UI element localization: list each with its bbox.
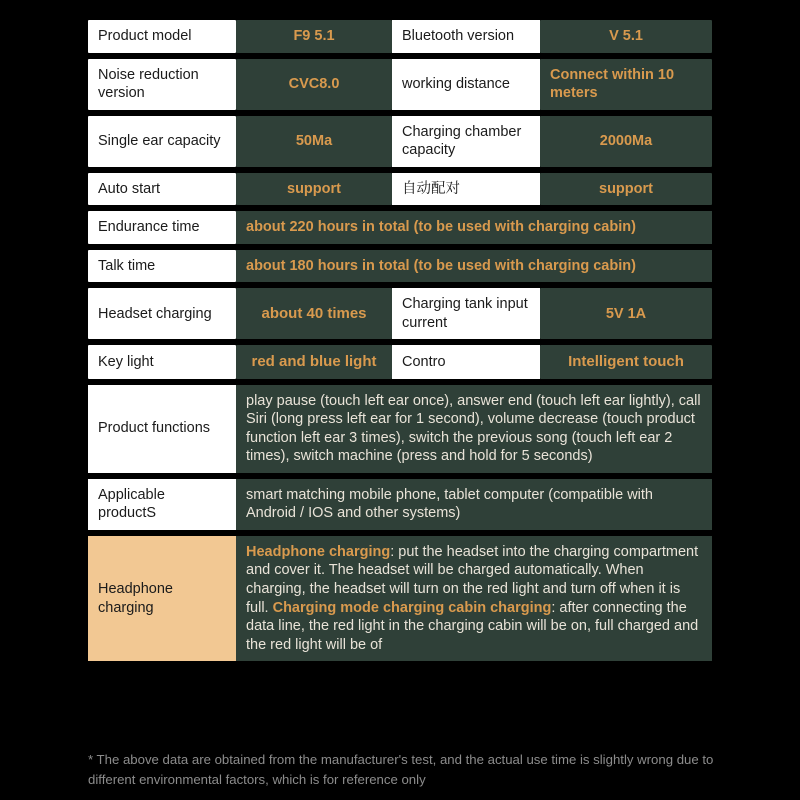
table-row: [88, 211, 712, 244]
spec-label: Charging chamber capacity: [392, 116, 540, 167]
spec-value: CVC8.0: [236, 59, 392, 110]
specification-table: [88, 14, 712, 667]
table-row-headphone-charging: [88, 536, 712, 661]
table-row: [88, 173, 712, 206]
spec-value: about 40 times: [236, 288, 392, 339]
headphone-charging-body-1: : put the headset into the charging compartment and cover it. The headset will be charged automatically. When charging, the headset will turn on the red light and turn off when it is full.: [246, 543, 699, 616]
spec-label: Contro: [392, 345, 540, 378]
headphone-charging-accent-1: Headphone charging: [246, 543, 391, 560]
spec-label: working distance: [392, 59, 540, 110]
spec-value: about 180 hours in total (to be used with charging cabin): [236, 250, 712, 283]
table-row-product-functions: [88, 385, 712, 473]
spec-label: Single ear capacity: [88, 116, 236, 167]
spec-value: V 5.1: [540, 20, 712, 53]
spec-value: red and blue light: [236, 345, 392, 378]
spec-label: Auto start: [88, 173, 236, 206]
spec-value: about 220 hours in total (to be used with charging cabin): [236, 211, 712, 244]
spec-value: Intelligent touch: [540, 345, 712, 378]
spec-label: Charging tank input current: [392, 288, 540, 339]
table-row-applicable-products: [88, 479, 712, 530]
spec-label: Key light: [88, 345, 236, 378]
spec-label: Talk time: [88, 250, 236, 283]
headphone-charging-label: Headphone charging: [88, 536, 236, 661]
spec-label: Endurance time: [88, 211, 236, 244]
table-row: [88, 288, 712, 339]
table-row: [88, 250, 712, 283]
product-functions-label: Product functions: [88, 385, 236, 473]
product-functions-text: play pause (touch left ear once), answer end (touch left ear lightly), call Siri (long press left ear for 1 second), volume decrease (touch product function left ear 3 times), switch the previous song (touch left ear 2 times), switch machine (press and hold for 5 seconds): [236, 385, 712, 473]
spec-label: Headset charging: [88, 288, 236, 339]
applicable-products-label: Applicable productS: [88, 479, 236, 530]
spec-value: support: [236, 173, 392, 206]
headphone-charging-accent-2: Charging mode charging cabin charging: [272, 599, 552, 616]
footnote: * The above data are obtained from the manufacturer's test, and the actual use time is slightly wrong due to different environmental factors, which is for reference only: [88, 752, 714, 788]
table-row: [88, 345, 712, 378]
table-row: [88, 59, 712, 110]
spec-label: Noise reduction version: [88, 59, 236, 110]
table-row: [88, 116, 712, 167]
spec-label-cjk: 自动配对: [392, 173, 540, 206]
spec-label: Bluetooth version: [392, 20, 540, 53]
headphone-charging-body-2: : after connecting the data line, the red light in the charging cabin will be on, full charged and the red light will be of: [246, 599, 699, 653]
spec-value: 50Ma: [236, 116, 392, 167]
spec-value: Connect within 10 meters: [540, 59, 712, 110]
table-row: [88, 20, 712, 53]
spec-value: 2000Ma: [540, 116, 712, 167]
spec-value: F9 5.1: [236, 20, 392, 53]
spec-value: support: [540, 173, 712, 206]
headphone-charging-text: [236, 536, 712, 661]
spec-value: 5V 1A: [540, 288, 712, 339]
spec-label: Product model: [88, 20, 236, 53]
applicable-products-text: smart matching mobile phone, tablet computer (compatible with Android / IOS and other systems): [236, 479, 712, 530]
